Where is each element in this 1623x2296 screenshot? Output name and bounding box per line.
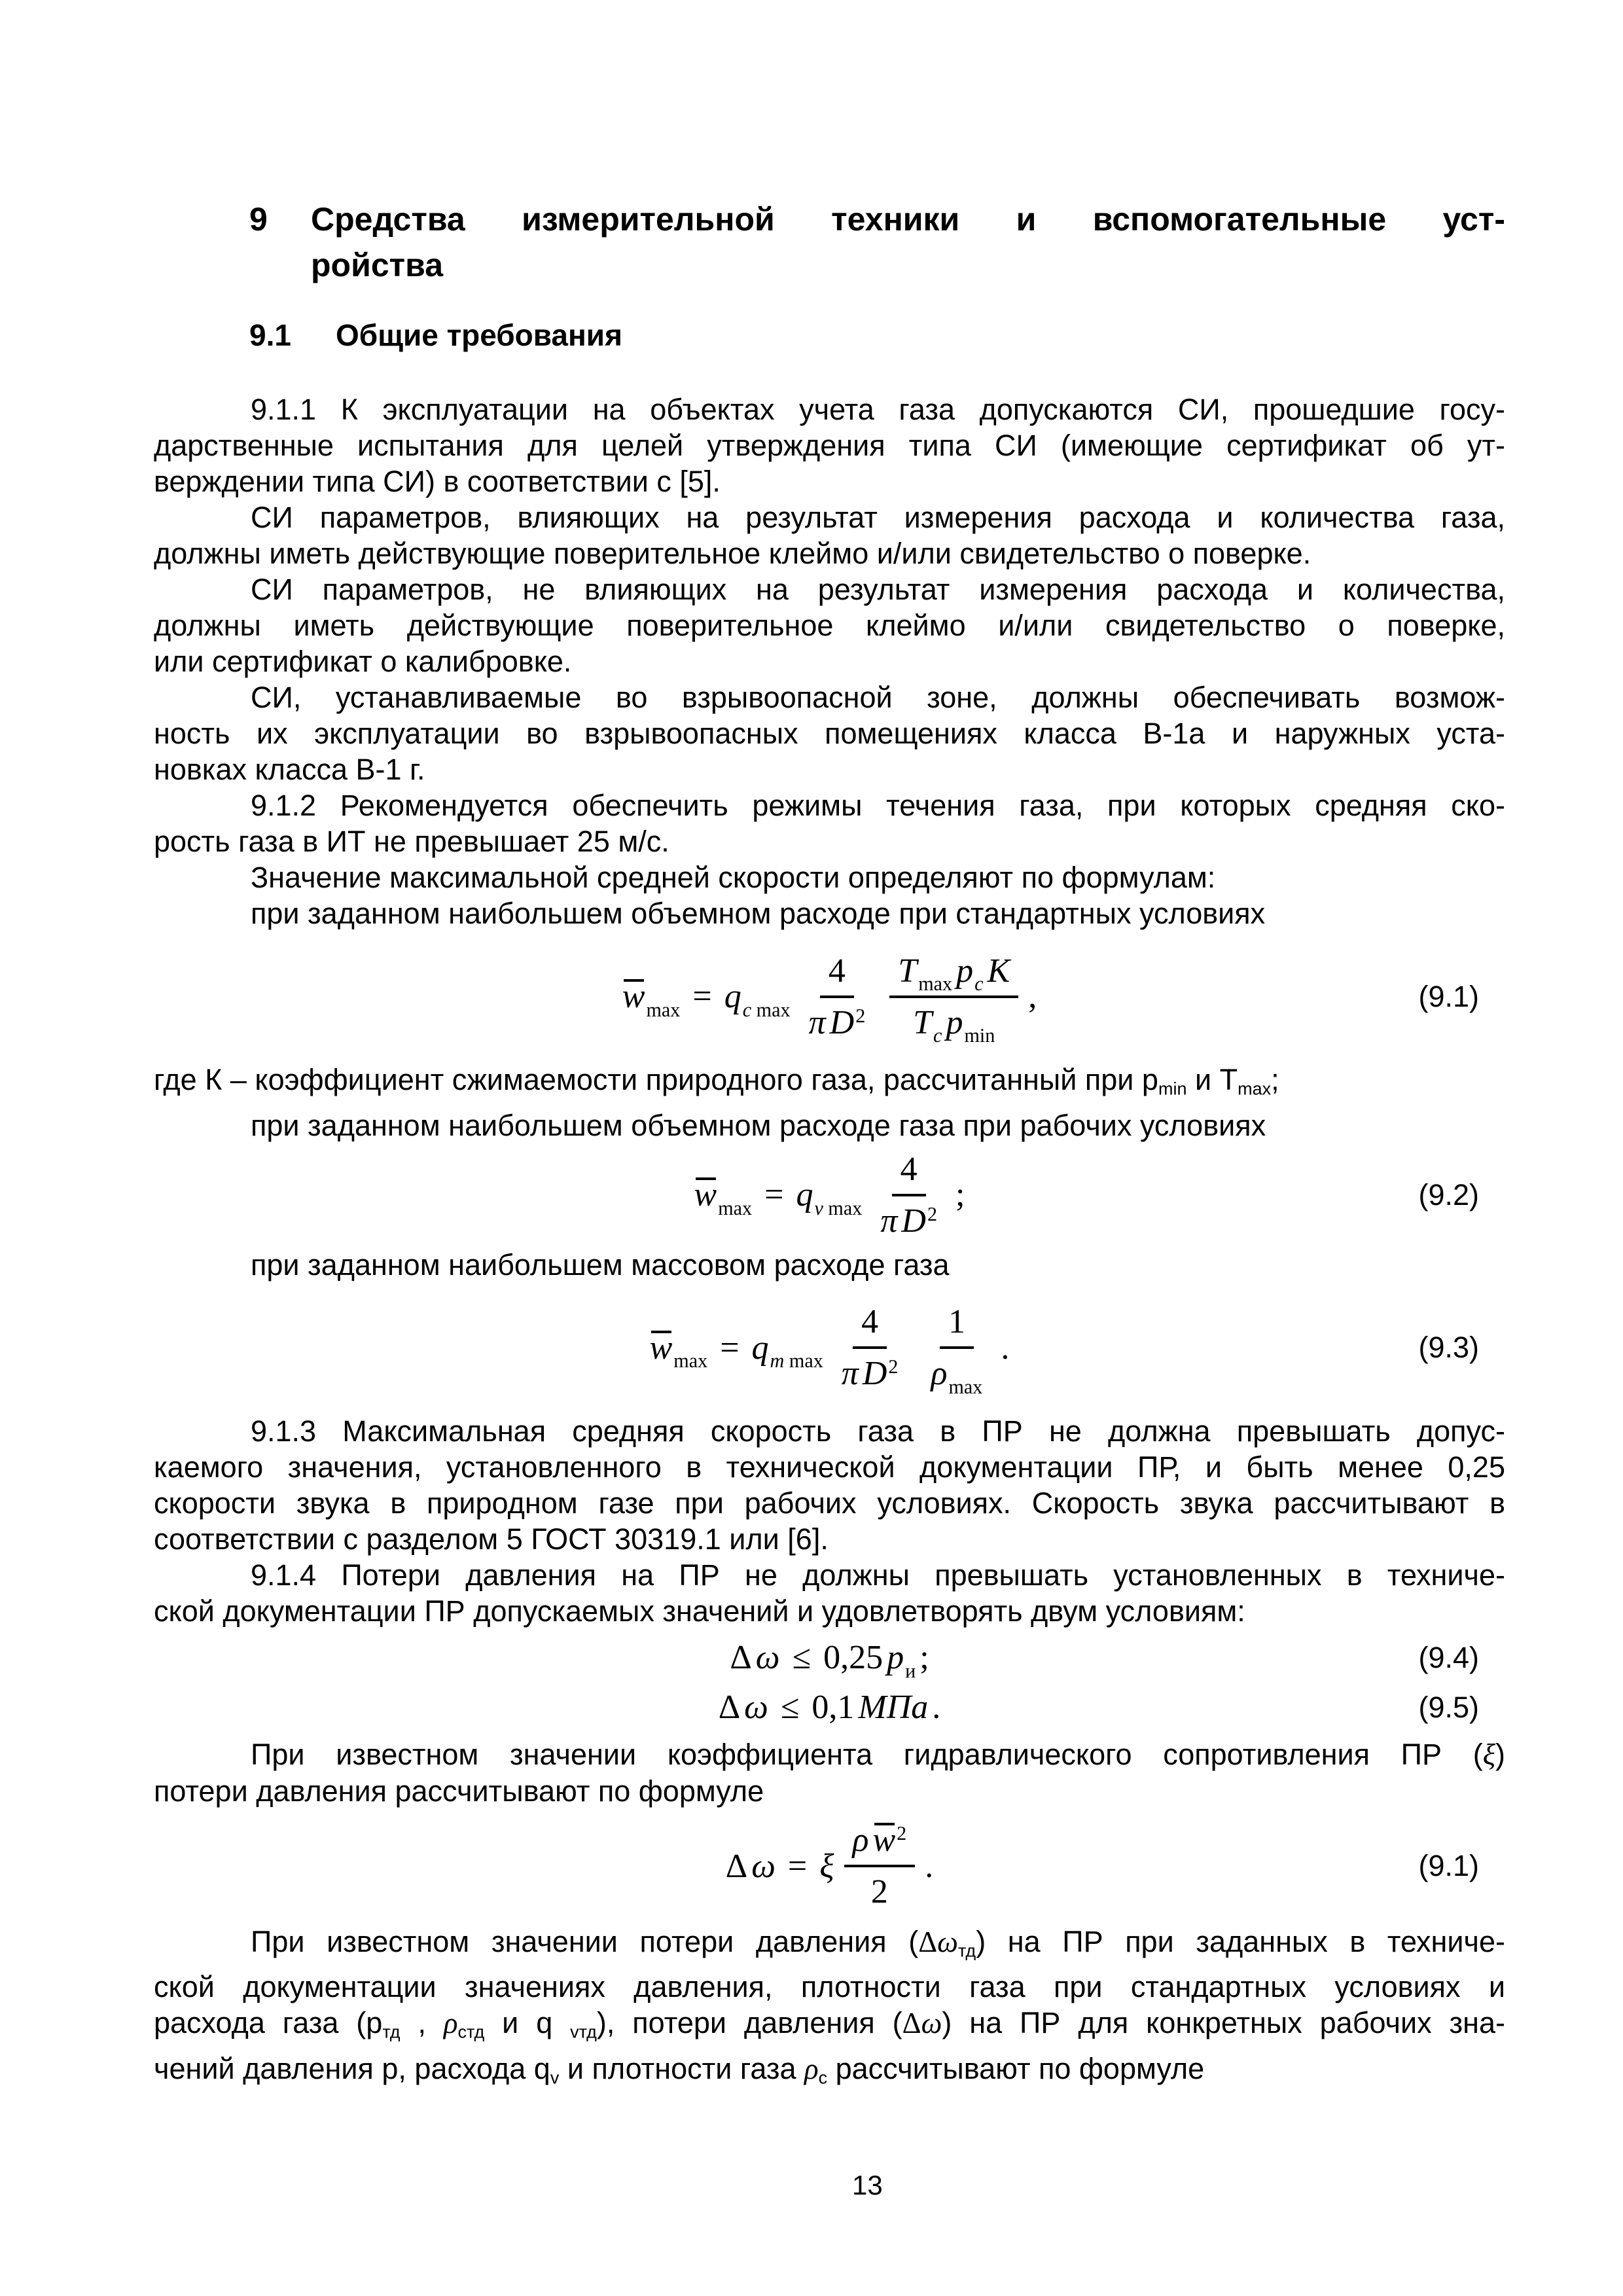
- formula-body: [648, 1301, 1012, 1398]
- math-symbol: ω: [755, 1639, 780, 1677]
- math-symbol: ;: [919, 1639, 929, 1677]
- math-token: [809, 1003, 826, 1042]
- text-line: [154, 571, 1505, 607]
- text-segment: 9.1.3 Максимальная средняя скорость газа в ПР не должна превышать допус-: [251, 1414, 1505, 1448]
- fraction-numerator: [889, 950, 1018, 998]
- math-token: [726, 1847, 747, 1886]
- math-symbol: ω: [744, 1689, 768, 1727]
- text-line: [154, 751, 1505, 787]
- math-token: [793, 1638, 812, 1677]
- text-segment: новках класса В-1 г.: [154, 753, 425, 786]
- math-token: [946, 1003, 995, 1047]
- fraction-numerator: [820, 950, 854, 998]
- fraction-numerator: [892, 1149, 926, 1196]
- text-segment: max: [646, 998, 681, 1021]
- paragraph: [154, 1107, 1505, 1143]
- subscript: [718, 1197, 752, 1220]
- text-segment: Δ: [902, 2007, 921, 2040]
- formula-body: [724, 1820, 936, 1912]
- text-segment: 9.1.1 К эксплуатации на объектах учета газа допускаются СИ, прошедшие госу-: [251, 393, 1505, 426]
- fraction: [872, 1149, 946, 1242]
- math-token: [871, 1873, 888, 1911]
- formula-body: [620, 950, 1039, 1047]
- fraction-denominator: [904, 998, 1003, 1047]
- subscript: [743, 999, 791, 1022]
- text-segment: max: [718, 1196, 753, 1219]
- math-token: [956, 952, 984, 996]
- subscript: [918, 973, 952, 996]
- text-segment: 2: [888, 1355, 899, 1378]
- text-line: [154, 1107, 1505, 1143]
- math-symbol: q: [724, 978, 741, 1015]
- text-segment: ской документации ПР допускаемых значений и удовлетворять двум условиям:: [154, 1594, 1245, 1628]
- subscript: [964, 1024, 995, 1047]
- text-segment: тд: [382, 2022, 401, 2042]
- text-line: [154, 535, 1505, 571]
- math-token: [622, 977, 681, 1021]
- formula-body: [692, 1149, 967, 1242]
- math-symbol: p: [887, 1639, 904, 1677]
- text-segment: ) на ПР для конкретных рабочих зна-: [942, 2006, 1506, 2040]
- superscript: [888, 1355, 898, 1378]
- formula: [154, 1816, 1505, 1917]
- text-segment: ω: [937, 1925, 958, 1958]
- subscript: [974, 973, 983, 996]
- math-token: [823, 1638, 883, 1677]
- math-symbol: D: [862, 1355, 887, 1393]
- text-segment: max: [918, 973, 953, 996]
- text-segment: max: [673, 1350, 708, 1372]
- text-segment: и T: [1186, 1063, 1238, 1096]
- math-token: [901, 1202, 937, 1240]
- text-line: [154, 2051, 1505, 2096]
- equation-number: (9.4): [1418, 1640, 1479, 1674]
- paragraph: [154, 679, 1505, 787]
- text-segment: рассчитывают по формуле: [827, 2051, 1205, 2085]
- text-line: [154, 391, 1505, 427]
- subscript: [948, 1376, 982, 1399]
- math-token: [751, 1329, 823, 1372]
- subscript: [646, 999, 680, 1022]
- text-segment: соответствии с разделом 5 ГОСТ 30319.1 или [6].: [154, 1522, 829, 1556]
- math-symbol: ξ: [819, 1847, 834, 1885]
- math-symbol: .: [1001, 1329, 1010, 1367]
- math-token: [830, 1003, 866, 1042]
- text-segment: потери давления рассчитывают по формуле: [154, 1774, 764, 1808]
- math-symbol: =: [787, 1847, 808, 1885]
- equation-number: (9.2): [1418, 1177, 1479, 1211]
- text-segment: СИ параметров, влияющих на результат измерения расхода и количества газа,: [251, 501, 1505, 534]
- math-symbol: 1: [948, 1303, 965, 1341]
- paragraph: [154, 499, 1505, 571]
- text-segment: ξ: [1482, 1738, 1495, 1771]
- paragraph: [154, 1062, 1505, 1107]
- paragraph: [154, 895, 1505, 931]
- text-segment: 9.1.2 Рекомендуется обеспечить режимы течения газа, при которых средняя ско-: [251, 789, 1505, 822]
- paragraph: [154, 391, 1505, 499]
- equation-number: (9.1): [1418, 979, 1479, 1013]
- text-segment: СИ параметров, не влияющих на результат измерения расхода и количества,: [251, 573, 1505, 606]
- text-segment: ской документации значениях давления, плотности газа при стандартных условиях и: [154, 1970, 1505, 2004]
- text-line: [154, 2005, 1505, 2051]
- fraction: [800, 950, 874, 1043]
- text-segment: при заданном наибольшем массовом расходе газа: [251, 1247, 950, 1282]
- text-segment: 2: [897, 1822, 907, 1845]
- section-heading: [154, 196, 1505, 288]
- math-symbol: 2: [870, 1873, 888, 1911]
- text-segment: стд: [457, 2022, 485, 2042]
- text-segment: 9.1.4 Потери давления на ПР не должны превышать установленных в техниче-: [251, 1558, 1505, 1592]
- superscript: [897, 1822, 906, 1845]
- math-token: [1001, 1329, 1009, 1367]
- formula-body: [717, 1688, 943, 1727]
- page-number: 13: [852, 2170, 883, 2200]
- formula-body: [728, 1638, 931, 1682]
- text-line: [154, 1557, 1505, 1593]
- text-segment: ) на ПР при заданных в техниче-: [976, 1924, 1505, 1958]
- math-token: [724, 977, 791, 1021]
- math-symbol: π: [841, 1355, 859, 1393]
- text-segment: c: [818, 2068, 828, 2088]
- text-line: [154, 607, 1505, 643]
- text-line: [154, 1449, 1505, 1485]
- math-symbol: =: [764, 1176, 784, 1214]
- fraction: [923, 1301, 991, 1398]
- text-line: [154, 1593, 1505, 1629]
- math-symbol: K: [987, 952, 1010, 990]
- heading-number: 9.1: [249, 318, 291, 352]
- math-token: [730, 1638, 751, 1677]
- text-segment: Средства измерительной техники и вспомогательные уст-: [311, 201, 1505, 238]
- math-token: [720, 1329, 739, 1367]
- text-segment: и q: [484, 2006, 571, 2040]
- text-segment: ройства: [311, 247, 444, 283]
- text-segment: и плотности газа: [559, 2051, 804, 2085]
- text-segment: ), потери давления (: [596, 2006, 902, 2040]
- text-line: [154, 1247, 1505, 1283]
- text-segment: должны иметь действующие поверительное клеймо и/или свидетельство о поверке,: [154, 609, 1505, 642]
- text-segment: ρ: [443, 2007, 458, 2040]
- text-segment: max: [784, 1350, 823, 1372]
- overbar-symbol: w: [694, 1176, 717, 1214]
- text-segment: СИ, устанавливаемые во взрывоопасной зоне, должны обеспечивать возмож-: [251, 681, 1505, 714]
- math-token: [853, 1821, 869, 1859]
- text-segment: vтд: [570, 2022, 597, 2042]
- text-line: [154, 1521, 1505, 1557]
- text-segment: каемого значения, установленного в технической документации ПР, и быть менее 0,25: [154, 1450, 1505, 1484]
- paragraph: [154, 1247, 1505, 1283]
- text-segment: max: [823, 1196, 863, 1219]
- math-symbol: ω: [751, 1847, 776, 1885]
- math-symbol: ≤: [780, 1689, 800, 1727]
- math-token: [988, 952, 1010, 990]
- math-token: [925, 1847, 933, 1886]
- text-segment: или сертификат о калибровке.: [154, 645, 572, 678]
- text-segment: max: [1238, 1079, 1272, 1099]
- paragraph: [154, 1736, 1505, 1809]
- paragraph: [154, 1413, 1505, 1557]
- math-symbol: =: [720, 1329, 740, 1367]
- text-segment: max: [948, 1375, 983, 1398]
- math-token: [863, 1354, 899, 1393]
- math-token: [796, 1175, 863, 1219]
- text-line: [154, 679, 1505, 715]
- text-segment: min: [964, 1024, 995, 1047]
- math-symbol: .: [925, 1847, 934, 1885]
- text-line: [154, 895, 1505, 931]
- equation-number: (9.3): [1418, 1331, 1479, 1365]
- math-symbol: p: [956, 952, 974, 990]
- math-token: [819, 1847, 834, 1886]
- text-segment: ,: [400, 2006, 444, 2040]
- text-segment: Общие требования: [336, 318, 622, 352]
- text-segment: c: [933, 1024, 942, 1047]
- fraction: [833, 1301, 907, 1394]
- fraction-denominator: [872, 1196, 946, 1242]
- math-symbol: ρ: [931, 1355, 948, 1393]
- math-token: [861, 1302, 878, 1341]
- overbar-symbol: w: [872, 1821, 896, 1859]
- math-token: [919, 1638, 929, 1677]
- math-token: [898, 952, 953, 996]
- math-token: [955, 1175, 965, 1214]
- text-segment: При известном значении коэффициента гидравлического сопротивления ПР (: [251, 1737, 1483, 1771]
- math-token: [872, 1821, 906, 1859]
- math-token: [812, 1688, 854, 1727]
- text-segment: расхода газа (p: [154, 2006, 383, 2040]
- text-segment: При известном значении потери давления (: [251, 1924, 919, 1958]
- math-symbol: q: [796, 1176, 813, 1214]
- text-segment: Δ: [918, 1925, 938, 1958]
- heading-line: [249, 242, 1505, 288]
- text-segment: рость газа в ИТ не превышает 25 м/с.: [154, 825, 669, 858]
- math-token: [719, 1688, 740, 1727]
- text-segment: 2: [855, 1004, 866, 1027]
- math-token: [764, 1175, 783, 1214]
- text-line: [154, 787, 1505, 823]
- math-symbol: ≤: [792, 1639, 812, 1677]
- text-line: [154, 715, 1505, 751]
- math-symbol: Δ: [730, 1639, 752, 1677]
- formula: [154, 1687, 1505, 1729]
- text-line: [154, 499, 1505, 535]
- text-segment: при заданном наибольшем объемном расходе при стандартных условиях: [251, 897, 1266, 930]
- fraction-denominator: [923, 1349, 991, 1398]
- paragraph: [154, 571, 1505, 679]
- fraction-numerator: [853, 1301, 887, 1349]
- text-line: [154, 463, 1505, 499]
- math-symbol: Δ: [718, 1689, 741, 1727]
- text-segment: ρ: [804, 2052, 819, 2085]
- equation-number: (9.5): [1418, 1690, 1479, 1724]
- math-token: [781, 1688, 800, 1727]
- math-symbol: π: [808, 1003, 826, 1041]
- text-segment: c: [974, 973, 984, 996]
- text-line: [154, 1485, 1505, 1521]
- math-symbol: .: [932, 1689, 941, 1727]
- subscript: [814, 1197, 862, 1220]
- fraction-numerator: [940, 1301, 974, 1349]
- superscript: [855, 1005, 865, 1028]
- text-line: [154, 427, 1505, 463]
- math-token: [931, 1354, 983, 1398]
- text-segment: ;: [1271, 1063, 1279, 1096]
- math-symbol: π: [880, 1202, 898, 1240]
- math-token: [692, 977, 711, 1016]
- text-segment: тд: [957, 1941, 976, 1961]
- math-symbol: T: [913, 1003, 933, 1041]
- math-token: [858, 1688, 928, 1727]
- text-line: [154, 1773, 1505, 1809]
- math-token: [880, 1202, 897, 1240]
- text-segment: чений давления p, расхода q: [154, 2051, 550, 2085]
- text-segment: при заданном наибольшем объемном расходе газа при рабочих условиях: [251, 1108, 1266, 1142]
- math-symbol: ,: [1028, 978, 1037, 1015]
- math-symbol: ;: [955, 1176, 965, 1214]
- overbar-symbol: w: [649, 1329, 673, 1367]
- text-line: [154, 1924, 1505, 1969]
- text-segment: min: [1158, 1079, 1187, 1099]
- math-token: [788, 1847, 807, 1886]
- math-token: [901, 1150, 918, 1189]
- formula: [154, 1291, 1505, 1405]
- math-token: [842, 1354, 859, 1393]
- math-token: [756, 1638, 780, 1677]
- math-symbol: 0,25: [823, 1639, 883, 1677]
- text-segment: v: [550, 2068, 560, 2088]
- text-line: [154, 643, 1505, 679]
- document-content: [154, 196, 1505, 2096]
- text-line: [154, 1736, 1505, 1773]
- paragraph: [154, 1557, 1505, 1629]
- text-line: [154, 823, 1505, 859]
- math-symbol: 0,1: [812, 1689, 855, 1727]
- text-line: [154, 1062, 1505, 1107]
- text-segment: v: [814, 1196, 823, 1219]
- text-segment: где К – коэффициент сжимаемости природного газа, рассчитанный при p: [154, 1063, 1158, 1096]
- math-symbol: МПа: [858, 1689, 929, 1727]
- subsection-heading: [154, 317, 1505, 353]
- fraction-denominator: [863, 1867, 897, 1912]
- math-token: [1028, 977, 1037, 1016]
- math-symbol: 4: [828, 952, 846, 990]
- math-token: [751, 1847, 776, 1886]
- subscript: [933, 1024, 942, 1047]
- math-token: [913, 1003, 942, 1047]
- math-symbol: 4: [861, 1303, 879, 1341]
- subscript: [673, 1350, 707, 1372]
- math-token: [887, 1638, 916, 1682]
- text-line: [154, 859, 1505, 895]
- math-token: [744, 1688, 768, 1727]
- math-token: [948, 1302, 965, 1341]
- math-symbol: T: [898, 952, 918, 990]
- fraction: [844, 1820, 916, 1912]
- text-segment: Значение максимальной средней скорости определяют по формулам:: [251, 861, 1216, 894]
- paragraph: [154, 1924, 1505, 2096]
- text-segment: 2: [927, 1202, 938, 1225]
- formula: [154, 1149, 1505, 1242]
- subscript: [905, 1660, 916, 1683]
- overbar-symbol: w: [622, 978, 645, 1015]
- math-token: [649, 1329, 708, 1372]
- equation-number: (9.1): [1418, 1849, 1479, 1883]
- math-token: [932, 1688, 940, 1727]
- math-symbol: ρ: [852, 1821, 869, 1859]
- superscript: [927, 1203, 937, 1226]
- text-segment: и: [905, 1659, 916, 1682]
- math-symbol: p: [946, 1003, 963, 1041]
- text-segment: c: [742, 998, 752, 1021]
- heading-number: 9: [249, 201, 268, 238]
- text-segment: max: [751, 998, 791, 1021]
- math-token: [829, 952, 846, 990]
- math-symbol: Δ: [725, 1847, 748, 1885]
- heading-line: [249, 196, 1505, 242]
- math-token: [694, 1175, 753, 1219]
- math-symbol: 4: [900, 1150, 918, 1188]
- paragraph: [154, 859, 1505, 895]
- math-symbol: q: [751, 1329, 769, 1367]
- math-symbol: D: [829, 1003, 855, 1041]
- math-symbol: D: [901, 1202, 926, 1240]
- formula: [154, 1637, 1505, 1682]
- fraction-denominator: [833, 1349, 907, 1394]
- formula: [154, 939, 1505, 1054]
- text-segment: ность их эксплуатации во взрывоопасных помещениях класса В-1а и наружных уста-: [154, 717, 1505, 750]
- text-segment: m: [770, 1350, 785, 1372]
- text-segment: ): [1495, 1737, 1505, 1771]
- math-symbol: =: [692, 978, 712, 1015]
- text-segment: дарственные испытания для целей утверждения типа СИ (имеющие сертификат об ут-: [154, 429, 1505, 462]
- text-segment: верждении типа СИ) в соответствии с [5].: [154, 465, 721, 498]
- subscript: [770, 1350, 823, 1372]
- paragraph: [154, 787, 1505, 859]
- text-segment: ω: [921, 2007, 942, 2040]
- fraction-numerator: [844, 1820, 916, 1867]
- text-line: [154, 1969, 1505, 2005]
- text-line: [154, 1413, 1505, 1449]
- fraction-denominator: [800, 998, 874, 1043]
- text-segment: должны иметь действующие поверительное клеймо и/или свидетельство о поверке.: [154, 537, 1311, 570]
- text-segment: скорости звука в природном газе при рабочих условиях. Скорость звука рассчитывают в: [154, 1486, 1505, 1520]
- fraction: [889, 950, 1018, 1047]
